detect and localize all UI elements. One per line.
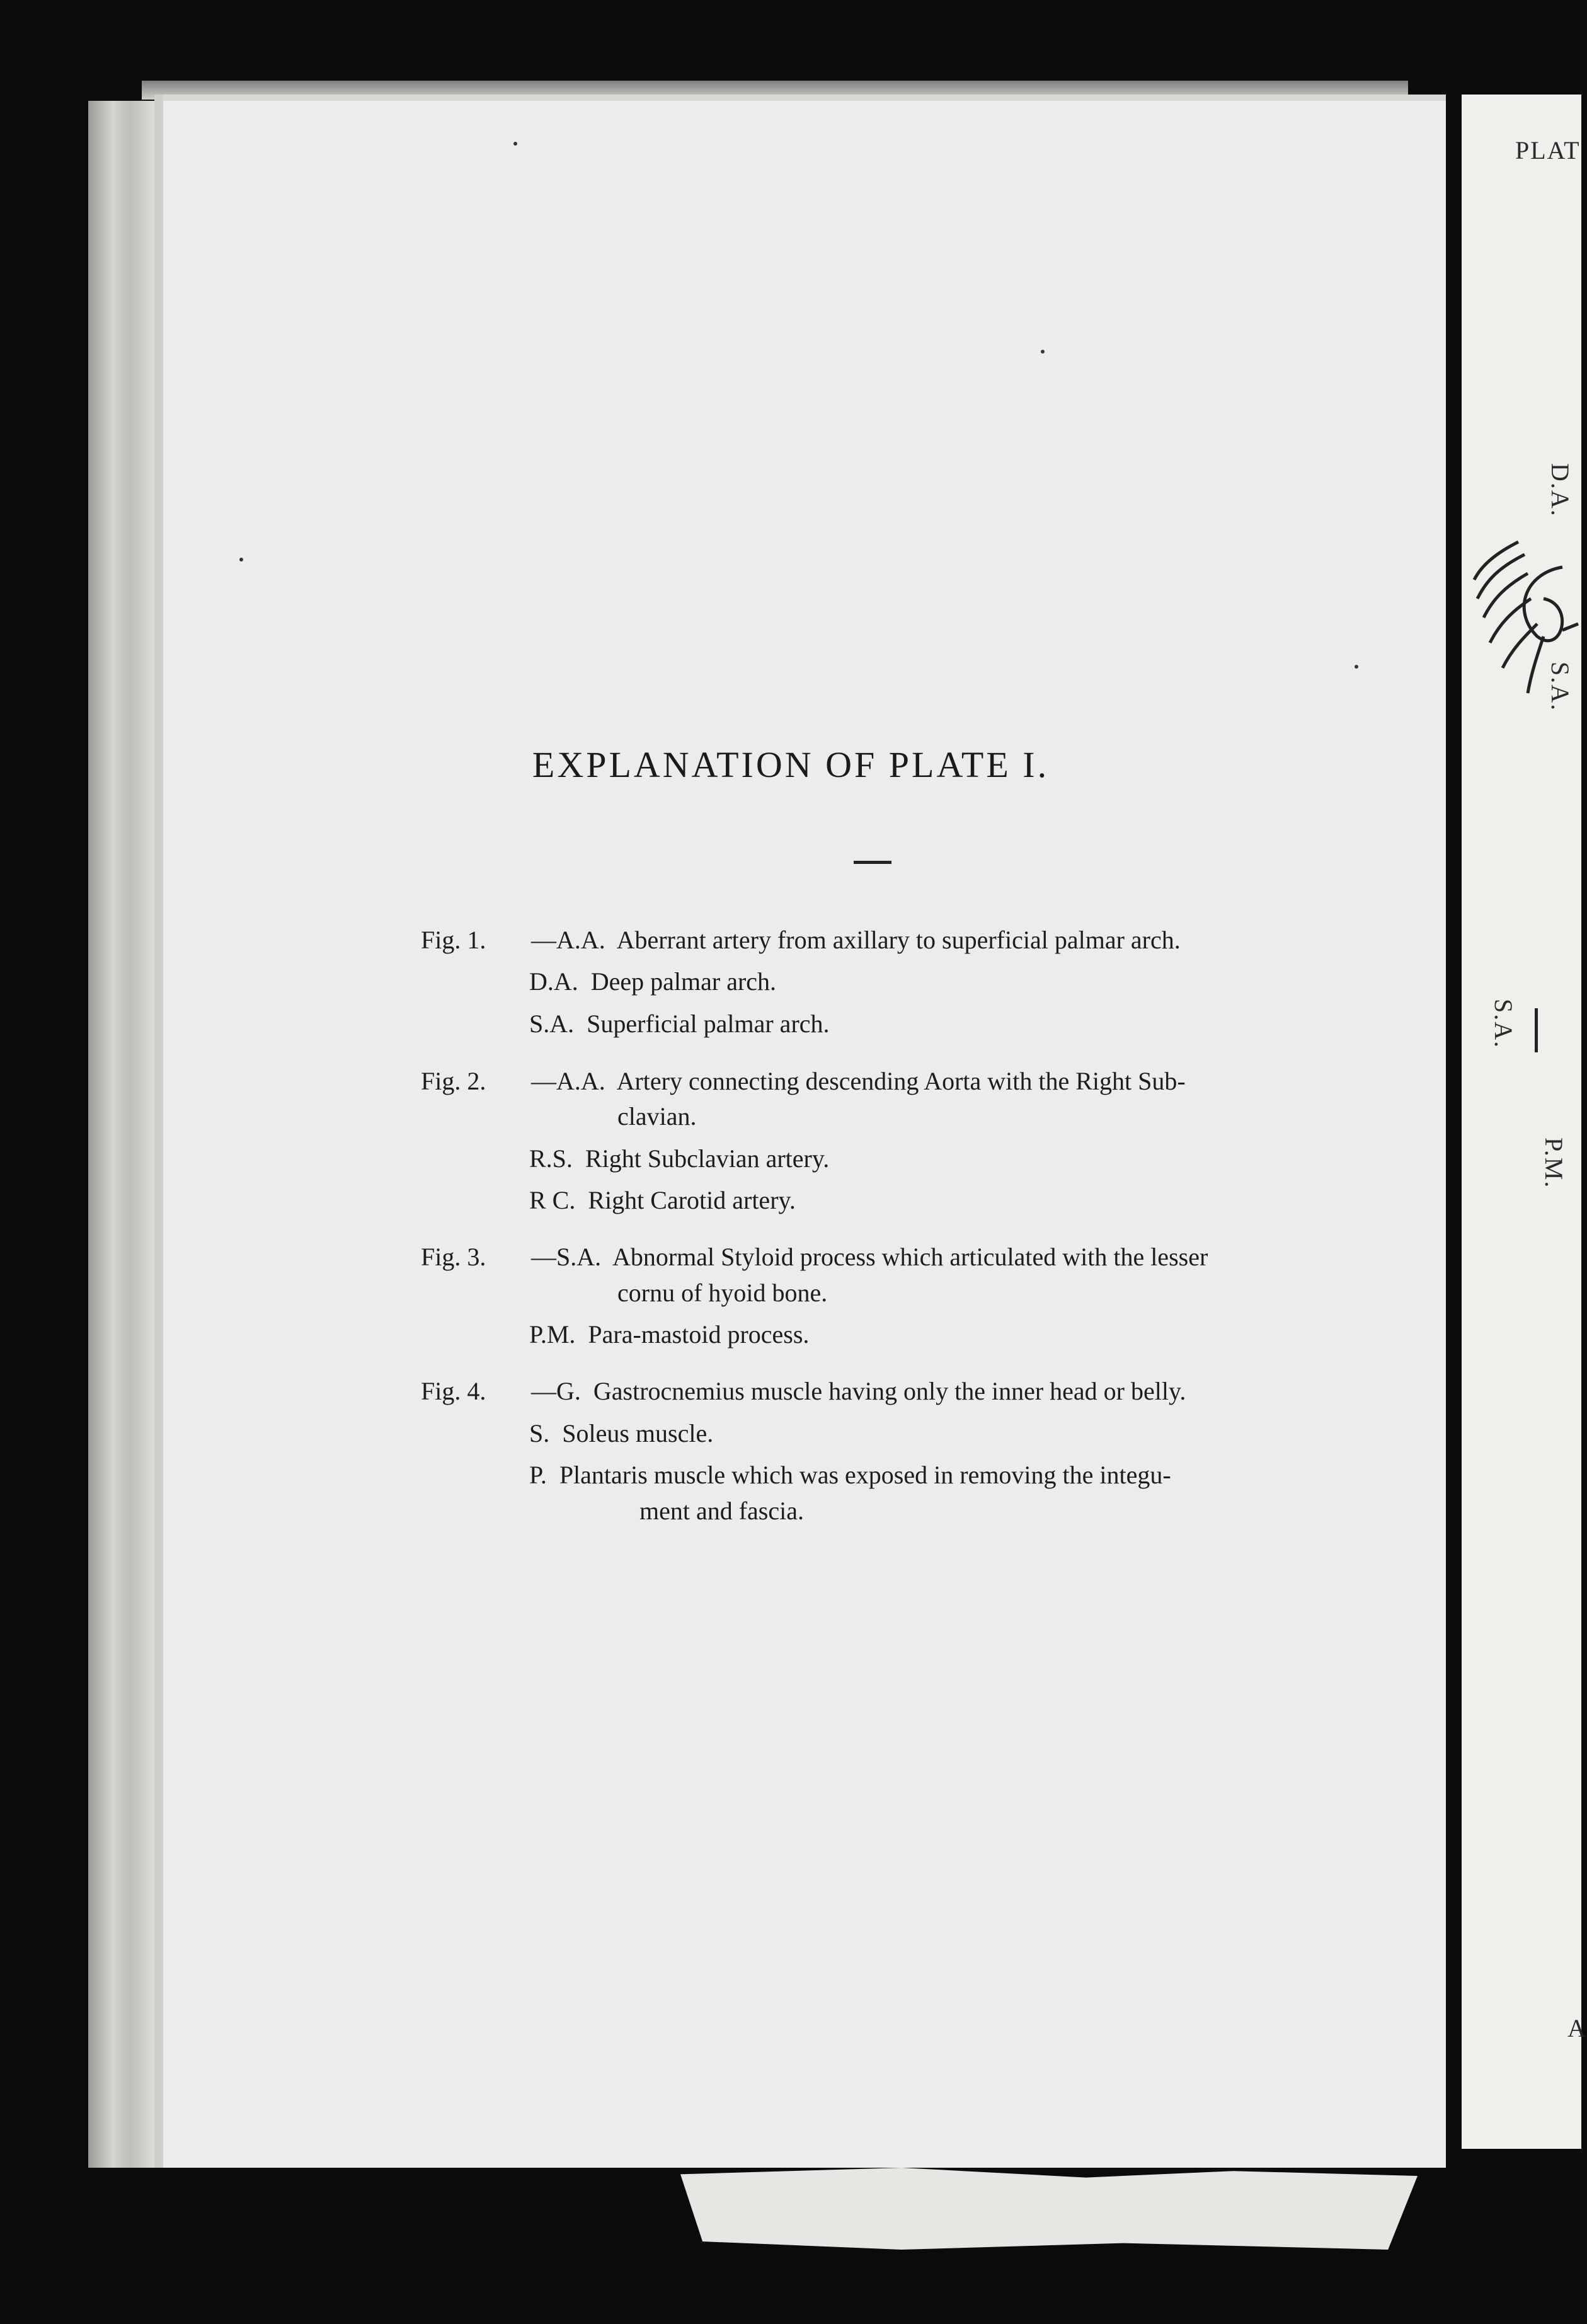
fig1-entry-aa: Fig. 1. —A.A. Aberrant artery from axillary to superficial palmar arch. — [421, 923, 1181, 958]
right-label-da: D.A. — [1546, 463, 1574, 517]
entry-text: Deep palmar arch. — [590, 967, 777, 996]
right-page — [1462, 95, 1581, 2149]
entry-text: Artery connecting descending Aorta with the Right Sub- — [616, 1067, 1186, 1095]
abbr: G. — [556, 1377, 581, 1405]
fig3-entry-pm — [529, 1317, 809, 1352]
abbr: A.A. — [556, 1067, 605, 1095]
right-label-a: A — [1567, 2014, 1587, 2042]
fig2-entry-aa-cont: clavian. — [617, 1102, 697, 1130]
abbr: P.M. — [529, 1320, 576, 1349]
fig1-entry-sa — [529, 1006, 830, 1042]
fig4-entry-p — [529, 1458, 1171, 1493]
abbr: R.S. — [529, 1144, 573, 1173]
fig4-entry-s — [529, 1416, 713, 1451]
paper-speck — [1041, 350, 1045, 354]
fig1-entry-da — [529, 964, 776, 999]
abbr: D.A. — [529, 967, 578, 996]
fig4-entry-g: Fig. 4. —G. Gastrocnemius muscle having only the inner head or belly. — [421, 1374, 1186, 1409]
pointer-line — [1535, 1008, 1538, 1052]
fig2-entry-rs — [529, 1141, 829, 1176]
abbr: P. — [529, 1461, 547, 1489]
right-label-sa: S.A. — [1546, 662, 1574, 712]
left-page — [154, 95, 1446, 2168]
right-label-pm: P.M. — [1540, 1137, 1568, 1189]
plate-title: EXPLANATION OF PLATE I. — [532, 744, 1050, 785]
entry-text: Plantaris muscle which was exposed in removing the integu- — [559, 1461, 1171, 1489]
fig-label: Fig. 3. — [421, 1243, 486, 1271]
fig3-entry-sa-cont: cornu of hyoid bone. — [617, 1279, 828, 1307]
title-separator — [854, 861, 891, 864]
abbr: S.A. — [556, 1243, 602, 1271]
paper-speck — [239, 558, 243, 561]
fig3-entry-sa: Fig. 3. —S.A. Abnormal Styloid process which articulated with the lesser — [421, 1240, 1208, 1275]
entry-text: Right Subclavian artery. — [585, 1144, 830, 1173]
right-page-header: PLAT — [1515, 136, 1581, 164]
fig-label: Fig. 4. — [421, 1377, 486, 1405]
paper-speck — [513, 142, 517, 146]
right-label-sa-2: S.A. — [1489, 999, 1518, 1049]
page-stack-edge — [88, 101, 158, 2168]
artery-illustration-fragment — [1468, 529, 1581, 706]
fig2-entry-aa: Fig. 2. —A.A. Artery connecting descending Aorta with the Right Sub- — [421, 1064, 1186, 1099]
abbr: R C. — [529, 1186, 576, 1214]
fig-label: Fig. 2. — [421, 1067, 486, 1095]
entry-text: Superficial palmar arch. — [587, 1010, 830, 1038]
entry-text: Right Carotid artery. — [588, 1186, 796, 1214]
abbr: S.A. — [529, 1010, 575, 1038]
entry-text: Para-mastoid process. — [588, 1320, 810, 1349]
fig4-entry-p-cont: ment and fascia. — [639, 1497, 804, 1525]
entry-text: Gastrocnemius muscle having only the inner head or belly. — [593, 1377, 1186, 1405]
paper-speck — [1355, 665, 1358, 669]
entry-text: Soleus muscle. — [562, 1419, 714, 1447]
entry-text: Aberrant artery from axillary to superficial palmar arch. — [616, 926, 1181, 954]
fig-label: Fig. 1. — [421, 926, 486, 954]
abbr: A.A. — [556, 926, 605, 954]
abbr: S. — [529, 1419, 550, 1447]
paper-scraps — [680, 2168, 1418, 2250]
entry-text: Abnormal Styloid process which articulated with the lesser — [612, 1243, 1208, 1271]
fig2-entry-rc — [529, 1183, 796, 1218]
